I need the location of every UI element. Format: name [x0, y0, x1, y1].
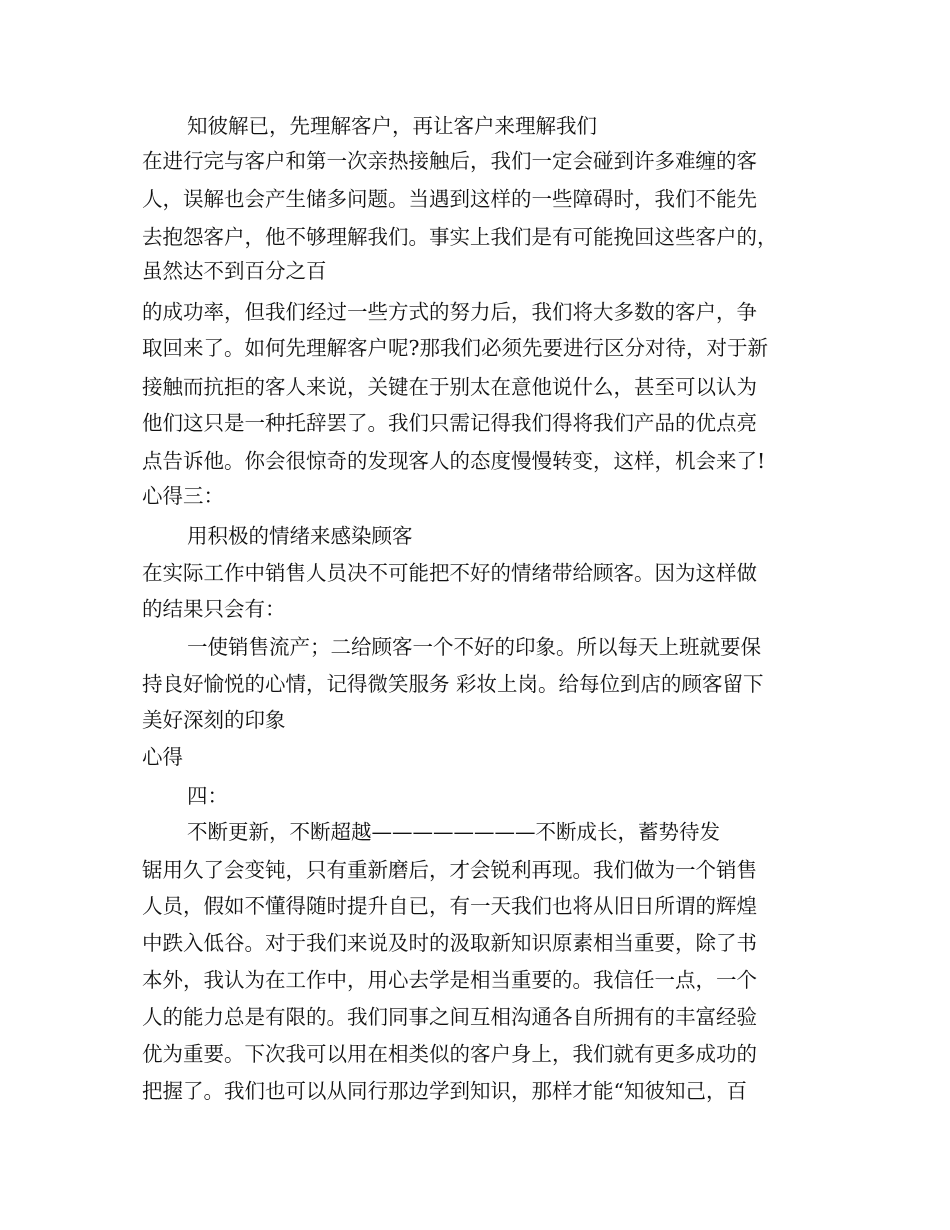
section-title-four-part1: 心得: [142, 745, 183, 769]
paragraph-line: 把握了。我们也可以从同行那边学到知识，那样才能“知彼知己，百: [142, 1079, 747, 1103]
paragraph-line: 优为重要。下次我可以用在相类似的客户身上，我们就有更多成功的: [142, 1042, 757, 1066]
paragraph-line: 的成功率，但我们经过一些方式的努力后，我们将大多数的客户，争: [142, 300, 757, 324]
paragraph-line: 人的能力总是有限的。我们同事之间互相沟通各自所拥有的丰富经验: [142, 1005, 757, 1029]
heading-keep-updating: 不断更新，不断超越————————不断成长，蓄势待发: [187, 820, 720, 844]
paragraph-line: 取回来了。如何先理解客户呢?那我们必须先要进行区分对待，对于新: [142, 336, 768, 360]
paragraph-line: 去抱怨客户，他不够理解我们。事实上我们是有可能挽回这些客户的，: [142, 225, 778, 249]
paragraph-line: 人，误解也会产生储多问题。当遇到这样的一些障碍时，我们不能先: [142, 187, 757, 211]
paragraph-line: 中跌入低谷。对于我们来说及时的汲取新知识原素相当重要，除了书: [142, 931, 757, 955]
section-title-four-part2: 四：: [187, 784, 228, 808]
paragraph-line: 的结果只会有：: [142, 597, 286, 621]
section-title-three: 心得三：: [142, 484, 224, 508]
paragraph-line: 持良好愉悦的心情，记得微笑服务 彩妆上岗。给每位到店的顾客留下: [142, 672, 764, 696]
paragraph-line: 锯用久了会变钝，只有重新磨后，才会锐利再现。我们做为一个销售: [142, 858, 757, 882]
paragraph-line: 接触而抗拒的客人来说，关键在于别太在意他说什么，甚至可以认为: [142, 375, 757, 399]
paragraph-line: 他们这只是一种托辞罢了。我们只需记得我们得将我们产品的优点亮: [142, 411, 757, 435]
paragraph-line: 一使销售流产；二给顾客一个不好的印象。所以每天上班就要保: [187, 635, 761, 659]
paragraph-line: 美好深刻的印象: [142, 708, 286, 732]
paragraph-line: 本外，我认为在工作中，用心去学是相当重要的。我信任一点，一个: [142, 968, 757, 992]
heading-know-customer: 知彼解已，先理解客户，再让客户来理解我们: [187, 114, 597, 138]
paragraph-line: 在进行完与客户和第一次亲热接触后，我们一定会碰到许多难缠的客: [142, 149, 757, 173]
paragraph-line: 人员，假如不懂得随时提升自已，有一天我们也将从旧日所谓的辉煌: [142, 894, 757, 918]
paragraph-line: 点告诉他。你会很惊奇的发现客人的态度慢慢转变，这样，机会来了!: [142, 449, 766, 473]
paragraph-line: 虽然达不到百分之百: [142, 259, 327, 283]
heading-positive-emotion: 用积极的情绪来感染顾客: [187, 524, 413, 548]
paragraph-line: 在实际工作中销售人员决不可能把不好的情绪带给顾客。因为这样做: [142, 561, 757, 585]
